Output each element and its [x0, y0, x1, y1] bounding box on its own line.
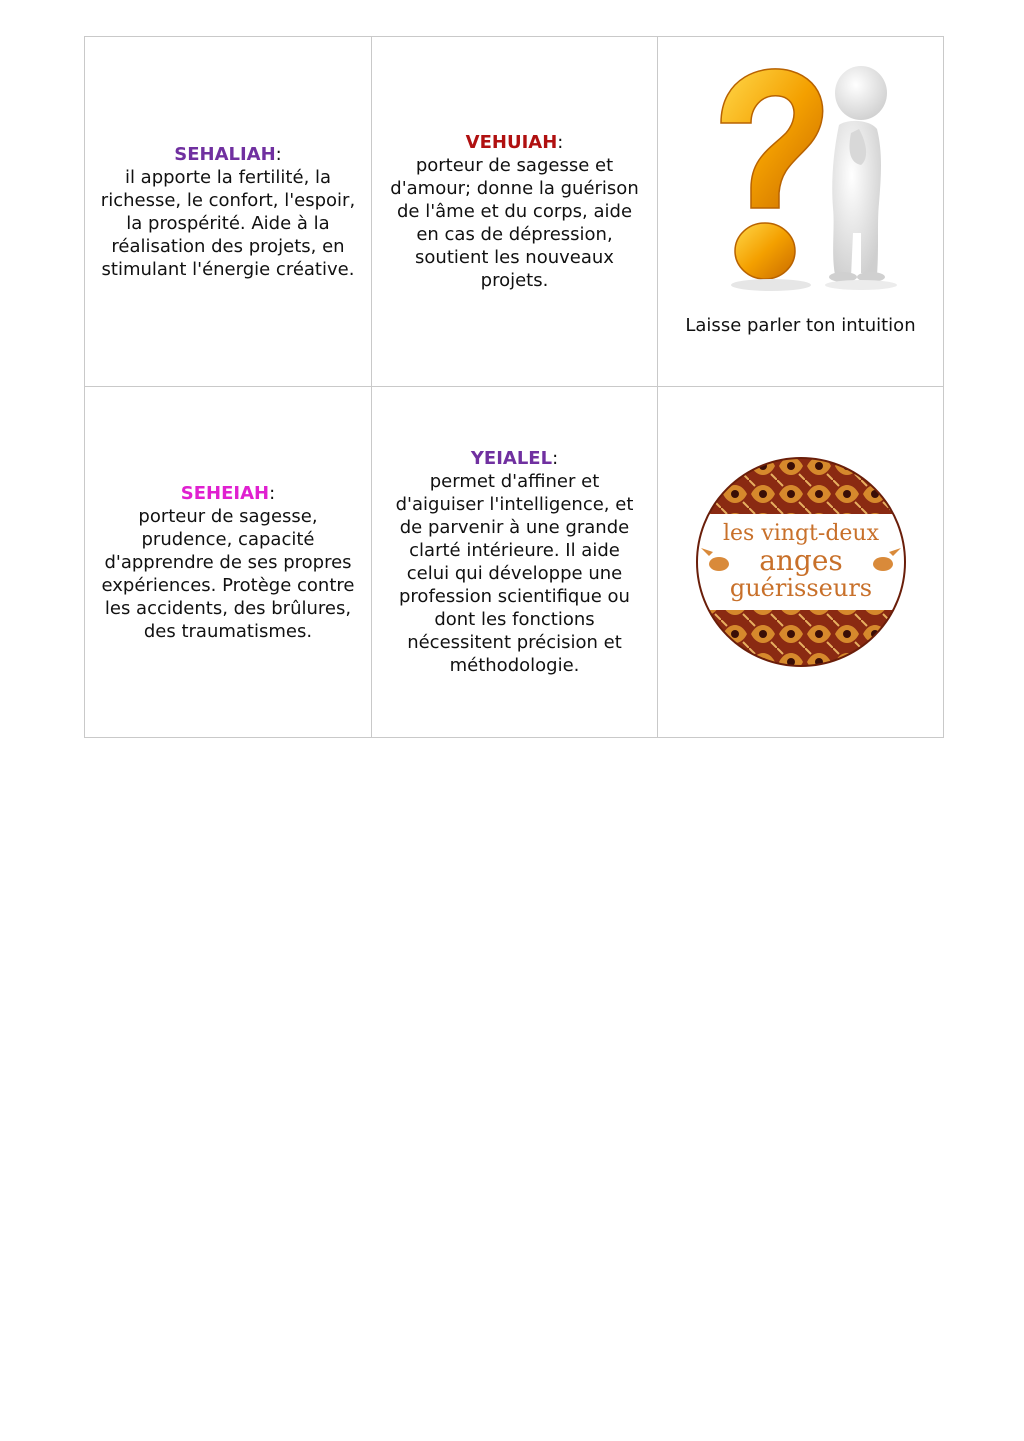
colon: :	[269, 482, 276, 504]
card-yeialel	[372, 387, 658, 737]
angel-name: SEHALIAH	[174, 143, 276, 165]
angel-description: porteur de sagesse et d'amour; donne la guérison de l'âme et du corps, aide en cas de dépression, soutient les nouveaux projets.	[390, 155, 639, 291]
angel-name: SEHEIAH	[180, 482, 270, 504]
logo-line-3: guérisseurs	[729, 574, 872, 602]
logo-line-1: les vingt-deux	[722, 521, 879, 546]
intuition-caption: Laisse parler ton intuition	[685, 315, 916, 336]
angel-description: permet d'affiner et d'aiguiser l'intelligence, et de parvenir à une grande clarté intérieure. Il aide celui qui développe une profession scientifique ou dont les fonctions nécessitent précision et méthodologie.	[395, 471, 634, 676]
card-sehaliah	[85, 37, 372, 387]
card-vehuiah	[372, 37, 658, 387]
card-logo	[658, 387, 943, 737]
anges-guerisseurs-logo	[693, 452, 909, 672]
angel-description: porteur de sagesse, prudence, capacité d'apprendre de ses propres expériences. Protège contre les accidents, des brûlures, des traumatismes.	[101, 505, 355, 642]
angel-name: YEIALEL	[470, 448, 553, 469]
card-intuition	[658, 37, 943, 387]
logo-line-2: anges	[758, 544, 843, 577]
colon: :	[557, 132, 564, 153]
angel-description: il apporte la fertilité, la richesse, le confort, l'espoir, la prospérité. Aide à la réalisation des projets, en stimulant l'énergie créative.	[100, 166, 356, 280]
card-seheiah	[85, 387, 372, 737]
colon: :	[275, 143, 282, 165]
question-figure-illustration	[701, 63, 901, 298]
colon: :	[552, 448, 559, 469]
angel-cards-grid	[84, 36, 944, 738]
angel-name: VEHUIAH	[465, 132, 558, 153]
